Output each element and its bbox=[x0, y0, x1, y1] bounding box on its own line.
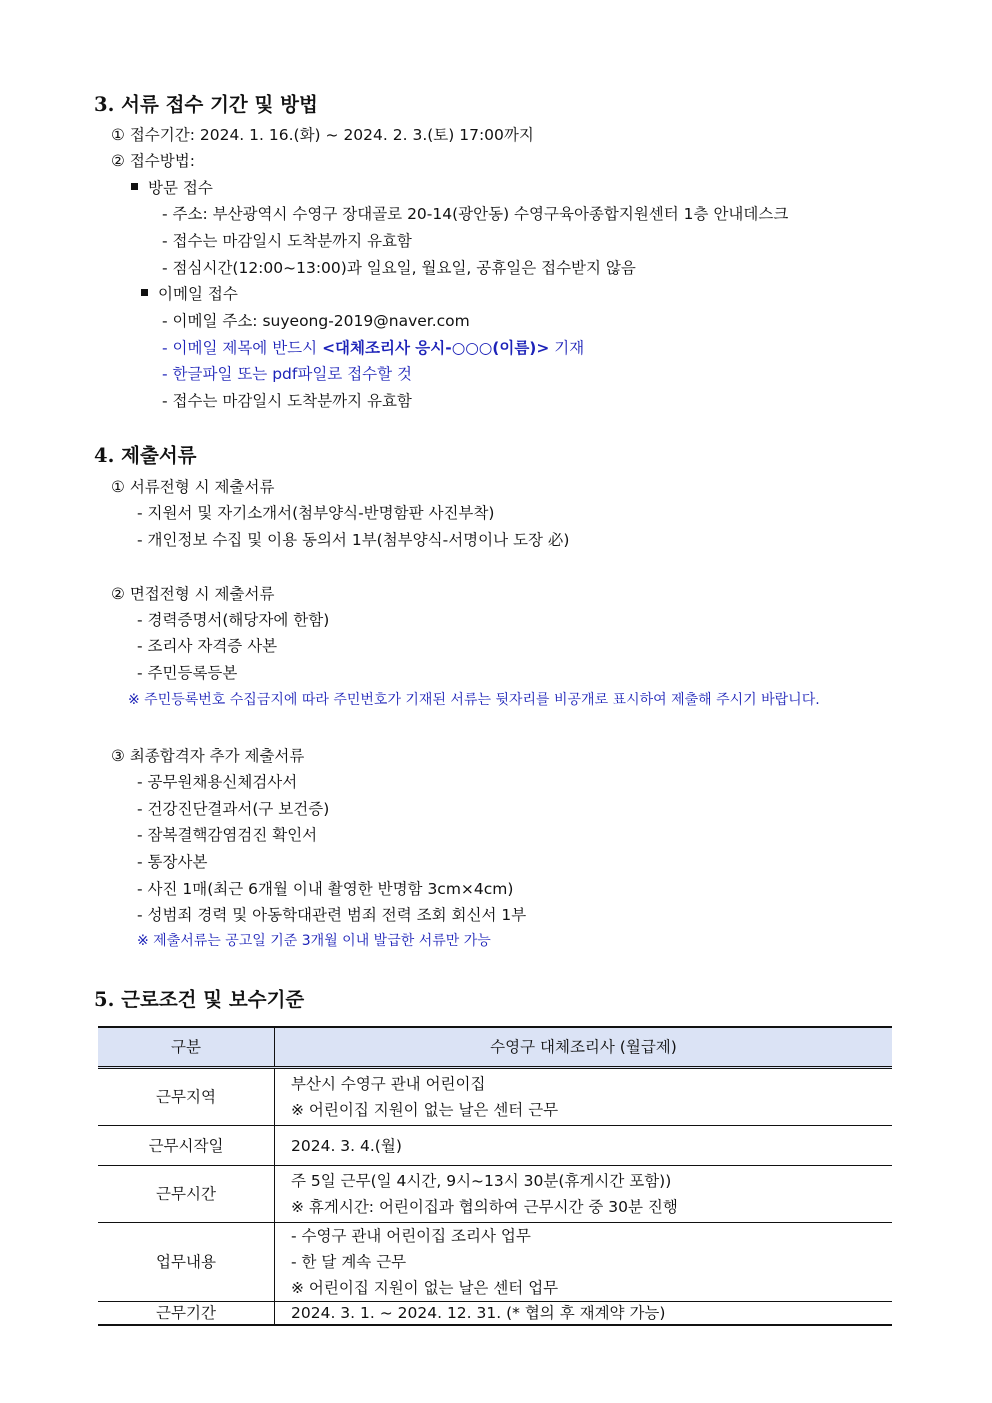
g3-title: ③ 최종합격자 추가 제출서류 bbox=[111, 747, 305, 765]
email-deadline: - 접수는 마감일시 도착분까지 유효함 bbox=[162, 392, 412, 410]
g2-item: - 경력증명서(해당자에 한함) bbox=[137, 611, 330, 629]
email-format: - 한글파일 또는 pdf파일로 접수할 것 bbox=[162, 365, 413, 383]
g3-note: ※ 제출서류는 공고일 기준 3개월 이내 발급한 서류만 가능 bbox=[137, 933, 491, 949]
g3-item: - 공무원채용신체검사서 bbox=[137, 773, 298, 791]
row-label: 근무지역 bbox=[98, 1068, 275, 1126]
g3-item: - 건강진단결과서(구 보건증) bbox=[137, 800, 330, 818]
row-label: 근무시작일 bbox=[98, 1126, 275, 1166]
row-content bbox=[275, 1302, 893, 1326]
section3-heading: 3. 서류 접수 기간 및 방법 bbox=[94, 93, 318, 116]
g3-item: - 통장사본 bbox=[137, 853, 208, 871]
visit-title-text: 방문 접수 bbox=[148, 179, 213, 197]
email-subject bbox=[162, 338, 584, 358]
bullet-square-icon bbox=[131, 183, 138, 190]
row-line: 2024. 3. 1. ~ 2024. 12. 31. (* 협의 후 재계약 가능) bbox=[291, 1304, 666, 1322]
row-line: ※ 휴게시간: 어린이집과 협의하여 근무시간 중 30분 진행 bbox=[291, 1198, 678, 1216]
section5-heading: 5. 근로조건 및 보수기준 bbox=[94, 988, 305, 1011]
email-subject-post: 기재 bbox=[549, 339, 585, 357]
row-line: - 한 달 계속 근무 bbox=[291, 1253, 407, 1271]
email-title bbox=[141, 284, 238, 304]
table-header-row bbox=[98, 1027, 892, 1068]
visit-title bbox=[131, 178, 213, 198]
row-content bbox=[275, 1068, 893, 1126]
g3-item: - 사진 1매(최근 6개월 이내 촬영한 반명함 3cm×4cm) bbox=[137, 880, 514, 898]
row-line: ※ 어린이집 지원이 없는 날은 센터 근무 bbox=[291, 1101, 559, 1119]
g2-item: - 주민등록등본 bbox=[137, 664, 238, 682]
g1-item: - 개인정보 수집 및 이용 동의서 1부(첨부양식-서명이나 도장 必) bbox=[137, 531, 570, 549]
section4-heading: 4. 제출서류 bbox=[94, 444, 197, 467]
g1-item: - 지원서 및 자기소개서(첨부양식-반명함판 사진부착) bbox=[137, 504, 495, 522]
header-category: 구분 bbox=[98, 1027, 275, 1068]
email-subject-pre: - 이메일 제목에 반드시 bbox=[162, 339, 323, 357]
email-subject-bold: <대체조리사 응시-○○○(이름)> bbox=[322, 339, 550, 357]
header-position: 수영구 대체조리사 (월급제) bbox=[275, 1027, 893, 1068]
email-address: - 이메일 주소: suyeong-2019@naver.com bbox=[162, 312, 470, 330]
g1-title: ① 서류전형 시 제출서류 bbox=[111, 478, 275, 496]
row-line: 주 5일 근무(일 4시간, 9시~13시 30분(휴게시간 포함)) bbox=[291, 1172, 672, 1190]
g2-note: ※ 주민등록번호 수집금지에 따라 주민번호가 기재된 서류는 뒷자리를 비공개로 표시하여 제출해 주시기 바랍니다. bbox=[128, 692, 820, 708]
email-title-text: 이메일 접수 bbox=[158, 285, 238, 303]
visit-address: - 주소: 부산광역시 수영구 장대골로 20-14(광안동) 수영구육아종합지원센터 1층 안내데스크 bbox=[162, 205, 789, 223]
visit-deadline: - 접수는 마감일시 도착분까지 유효함 bbox=[162, 232, 412, 250]
g3-item: - 잠복결핵감염검진 확인서 bbox=[137, 826, 318, 844]
row-line: - 수영구 관내 어린이집 조리사 업무 bbox=[291, 1227, 531, 1245]
row-line: 부산시 수영구 관내 어린이집 bbox=[291, 1075, 486, 1093]
g2-title: ② 면접전형 시 제출서류 bbox=[111, 585, 275, 603]
row-content bbox=[275, 1166, 893, 1223]
row-label: 근무기간 bbox=[98, 1302, 275, 1326]
g2-item: - 조리사 자격증 사본 bbox=[137, 637, 278, 655]
row-label: 업무내용 bbox=[98, 1223, 275, 1302]
bullet-square-icon bbox=[141, 289, 148, 296]
table-row bbox=[98, 1166, 892, 1223]
table-row bbox=[98, 1223, 892, 1302]
table-row bbox=[98, 1126, 892, 1166]
row-label: 근무시간 bbox=[98, 1166, 275, 1223]
application-method: ② 접수방법: bbox=[111, 152, 195, 170]
row-line: ※ 어린이집 지원이 없는 날은 센터 업무 bbox=[291, 1279, 559, 1297]
row-content bbox=[275, 1223, 893, 1302]
row-content bbox=[275, 1126, 893, 1166]
application-period: ① 접수기간: 2024. 1. 16.(화) ~ 2024. 2. 3.(토) 17:00까지 bbox=[111, 126, 534, 144]
visit-lunch: - 점심시간(12:00~13:00)과 일요일, 월요일, 공휴일은 접수받지 않음 bbox=[162, 259, 636, 277]
table-row bbox=[98, 1068, 892, 1126]
row-line: 2024. 3. 4.(월) bbox=[291, 1136, 402, 1155]
working-conditions-table bbox=[98, 1026, 892, 1326]
table-row bbox=[98, 1302, 892, 1326]
g3-item: - 성범죄 경력 및 아동학대관련 범죄 전력 조회 회신서 1부 bbox=[137, 906, 527, 924]
